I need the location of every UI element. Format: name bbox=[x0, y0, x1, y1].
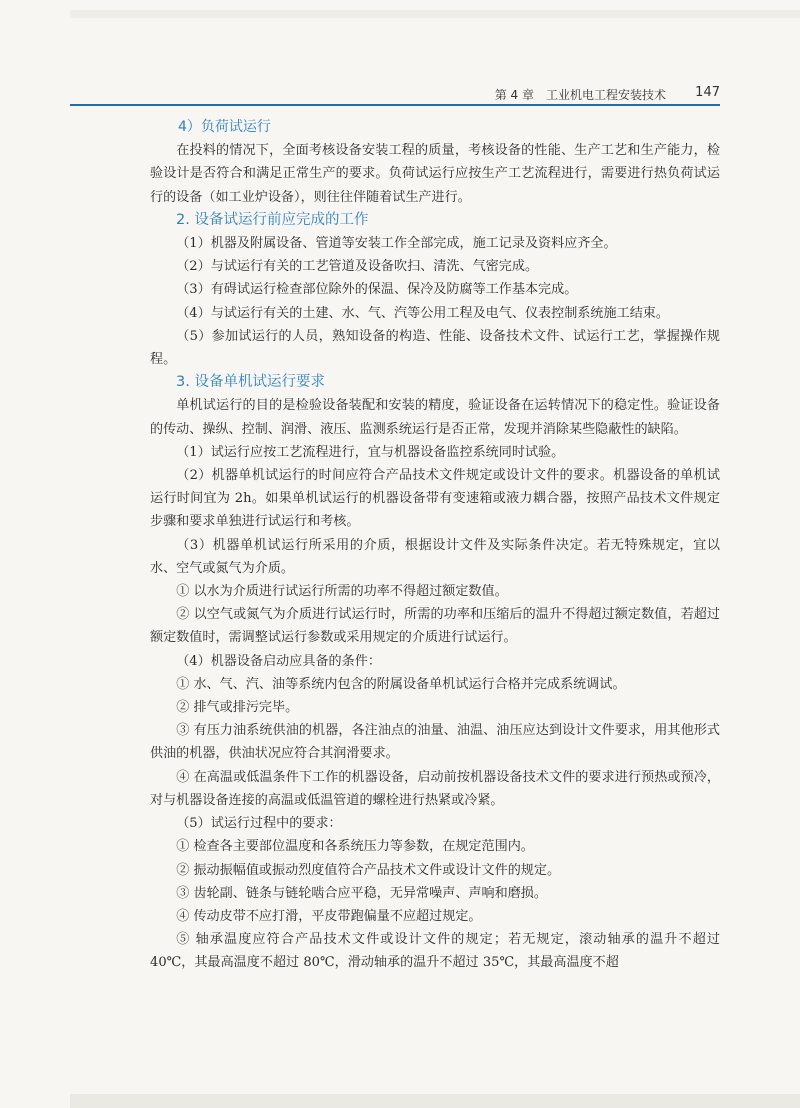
chapter-title: 第 4 章 工业机电工程安装技术 bbox=[494, 88, 666, 102]
paragraph-load-test: 在投料的情况下，全面考核设备安装工程的质量，考核设备的性能、生产工艺和生产能力，检验设计是否符合和满足正常生产的要求。负荷试运行应按生产工艺流程进行，需要进行热负荷试运行的设备（如工业炉设备），则往往伴随着试生产进行。 bbox=[150, 143, 720, 205]
sub-list-item: ① 以水为介质进行试运行所需的功率不得超过额定数值。 bbox=[176, 584, 508, 600]
section-heading-pre-test-work: 2. 设备试运行前应完成的工作 bbox=[176, 211, 369, 228]
sub-list-item: ② 排气或排污完毕。 bbox=[176, 700, 299, 716]
sub-list-item: ① 水、气、汽、油等系统内包含的附属设备单机试运行合格并完成系统调试。 bbox=[176, 676, 626, 692]
list-item: （1）试运行应按工艺流程进行，宜与机器设备监控系统同时试验。 bbox=[176, 444, 565, 460]
list-item: （5）试运行过程中的要求： bbox=[176, 816, 342, 832]
sub-list-item: ① 检查各主要部位温度和各系统压力等参数，在规定范围内。 bbox=[176, 839, 534, 855]
page-number: 147 bbox=[695, 85, 720, 100]
section-heading-single-machine-test: 3. 设备单机试运行要求 bbox=[176, 374, 325, 391]
list-item: （2）与试运行有关的工艺管道及设备吹扫、清洗、气密完成。 bbox=[176, 259, 539, 275]
list-item: （4）与试运行有关的土建、水、气、汽等公用工程及电气、仪表控制系统施工结束。 bbox=[176, 305, 669, 321]
paragraph-single-machine-purpose: 单机试运行的目的是检验设备装配和安装的精度，验证设备在运转情况下的稳定性。验证设备的传动、操纵、控制、润滑、液压、监测系统运行是否正常，发现并消除某些隐蔽性的缺陷。 bbox=[150, 398, 720, 437]
page-top-edge bbox=[70, 10, 800, 18]
subsection-heading-load-test: 4）负荷试运行 bbox=[178, 119, 271, 135]
sub-list-item: ② 以空气或氮气为介质进行试运行时，所需的功率和压缩后的温升不得超过额定数值，若超过额定数值时，需调整试运行参数或采用规定的介质进行试运行。 bbox=[150, 607, 720, 646]
list-item: （3）机器单机试运行所采用的介质，根据设计文件及实际条件决定。若无特殊规定，宜以水、空气或氮气为介质。 bbox=[150, 537, 720, 576]
sub-list-item: ③ 齿轮副、链条与链轮啮合应平稳，无异常噪声、声响和磨损。 bbox=[176, 885, 547, 901]
sub-list-item: ② 振动振幅值或振动烈度值符合产品技术文件或设计文件的规定。 bbox=[176, 862, 561, 878]
list-item: （3）有碍试运行检查部位除外的保温、保冷及防腐等工作基本完成。 bbox=[176, 282, 578, 298]
list-item: （1）机器及附属设备、管道等安装工作全部完成，施工记录及资料应齐全。 bbox=[176, 236, 617, 252]
sub-list-item: ④ 传动皮带不应打滑，平皮带跑偏量不应超过规定。 bbox=[176, 908, 482, 924]
sub-list-item: ⑤ 轴承温度应符合产品技术文件或设计文件的规定；若无规定，滚动轴承的温升不超过 40℃，其最高温度不超过 80℃，滑动轴承的温升不超过 35℃，其最高温度不超 bbox=[150, 932, 720, 971]
running-header bbox=[70, 86, 720, 106]
sub-list-item: ③ 有压力油系统供油的机器，各注油点的油量、油温、油压应达到设计文件要求，用其他形式供油的机器，供油状况应符合其润滑要求。 bbox=[150, 723, 720, 762]
list-item: （4）机器设备启动应具备的条件： bbox=[176, 653, 381, 669]
sub-list-item: ④ 在高温或低温条件下工作的机器设备，启动前按机器设备技术文件的要求进行预热或预冷，对与机器设备连接的高温或低温管道的螺栓进行热紧或冷紧。 bbox=[150, 769, 720, 808]
page-body bbox=[150, 116, 720, 975]
list-item: （2）机器单机试运行的时间应符合产品技术文件规定或设计文件的要求。机器设备的单机试运行时间宜为 2h。如果单机试运行的机器设备带有变速箱或液力耦合器，按照产品技术文件规定步骤和要求单独进行试运行和考核。 bbox=[150, 468, 720, 530]
list-item: （5）参加试运行的人员，熟知设备的构造、性能、设备技术文件、试运行工艺，掌握操作规程。 bbox=[150, 328, 720, 368]
page-bottom-edge bbox=[70, 1094, 800, 1108]
